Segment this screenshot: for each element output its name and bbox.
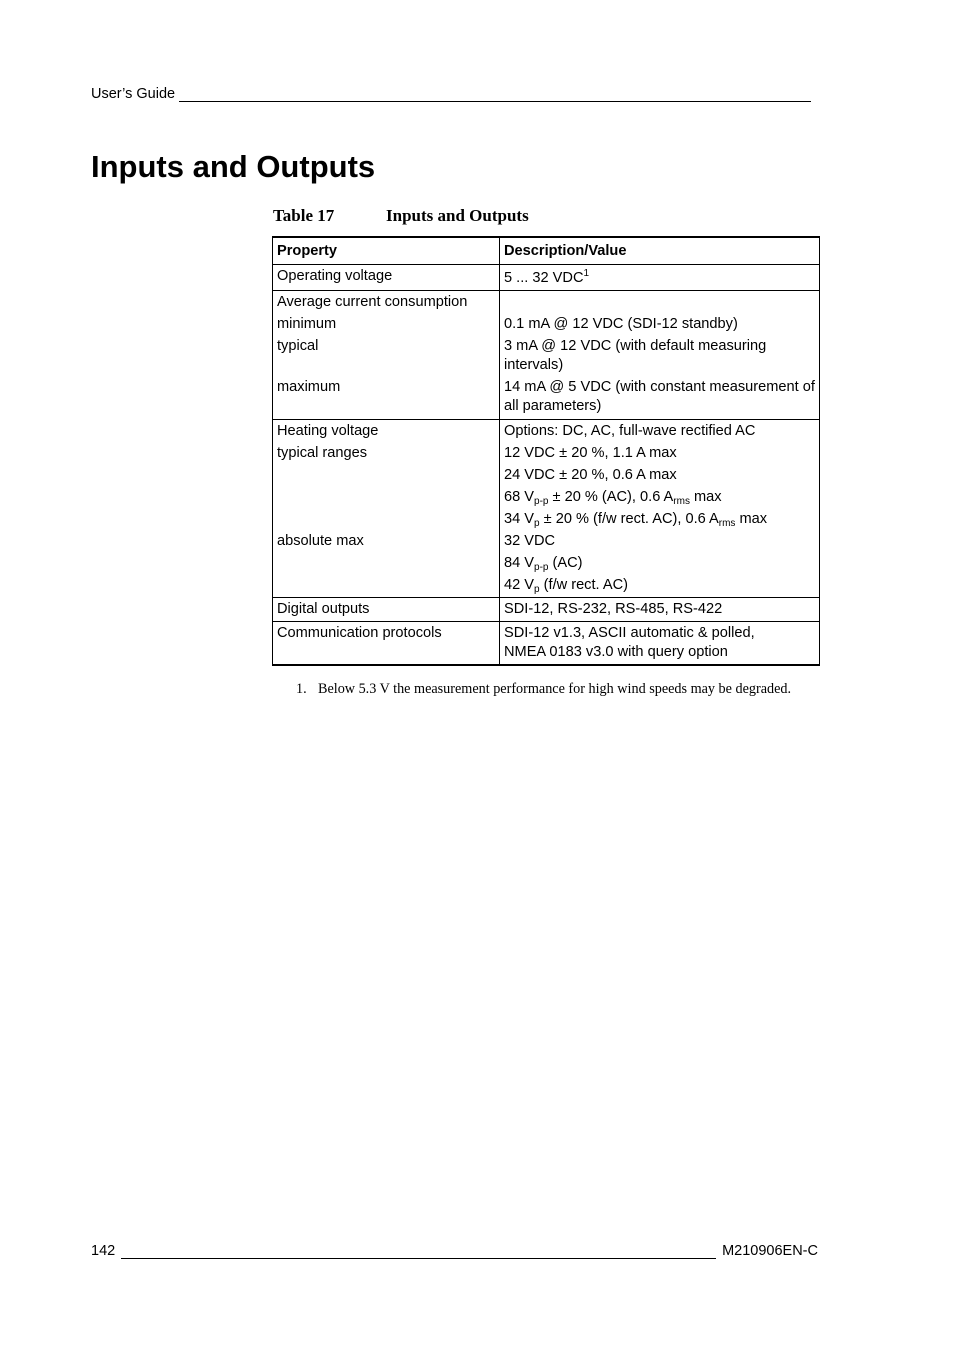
footer-rule [121,1245,716,1259]
current-typical-value: 3 mA @ 12 VDC (with default measuring intervals) [504,338,767,373]
heating-absolute-2 [504,554,815,573]
footnote-number: 1. [296,681,307,697]
cell-value [500,622,820,666]
running-footer [91,1243,818,1259]
current-maximum-label: maximum [277,379,341,395]
text: 42 V [504,577,535,593]
cell-property [273,291,500,420]
subscript: p [534,584,540,595]
table-row-heating-voltage [273,420,820,598]
spacer [277,356,495,375]
table-row-current-consumption [273,291,820,420]
cell-property [273,420,500,598]
text: max [689,489,722,505]
cell-property [273,265,500,291]
text: 68 V [504,489,535,505]
footnote-text: Below 5.3 V the measurement performance for high wind speeds may be degraded. [318,681,792,697]
operating-voltage-label: Operating voltage [277,268,393,284]
subscript: p-p [534,562,549,573]
inputs-outputs-table [272,236,820,666]
current-heading: Average current consumption [277,294,468,310]
table-footnote [296,679,806,699]
column-header-description: Description/Value [500,237,820,265]
spacer [277,466,495,485]
footnote-reference: 1 [583,268,590,279]
text: 84 V [504,555,535,571]
section-title: Inputs and Outputs [91,149,376,184]
operating-voltage-value: 5 ... 32 VDC [504,270,584,286]
table-row-operating-voltage [273,265,820,291]
heating-typical-label: typical ranges [277,445,368,461]
subscript: rms [673,496,690,507]
current-minimum-value: 0.1 mA @ 12 VDC (SDI-12 standby) [504,316,738,332]
table-row-digital-outputs [273,598,820,622]
text: ± 20 % (f/w rect. AC), 0.6 A [539,511,719,527]
heating-range-1: 12 VDC ± 20 %, 1.1 A max [504,445,677,461]
cell-value [500,420,820,598]
header-rule [179,88,811,102]
spacer [277,488,495,507]
heating-range-3 [504,488,815,507]
text: 34 V [504,511,535,527]
table-title: Inputs and Outputs [386,206,529,225]
cell-property: Digital outputs [273,598,500,622]
running-header [91,86,811,102]
cell-value: SDI-12, RS-232, RS-485, RS-422 [500,598,820,622]
subscript: rms [718,518,736,529]
heating-range-4 [504,510,815,529]
text: max [735,511,768,527]
protocols-line-2: NMEA 0183 v3.0 with query option [504,644,728,660]
current-maximum-value: 14 mA @ 5 VDC (with constant measurement of all parameters) [504,379,815,414]
cell-property: Communication protocols [273,622,500,666]
current-minimum-label: minimum [277,316,337,332]
subscript: p [534,518,540,529]
heating-range-2: 24 VDC ± 20 %, 0.6 A max [504,467,677,483]
heating-options: Options: DC, AC, full-wave rectified AC [504,423,756,439]
spacer [277,510,495,529]
current-typical-label: typical [277,338,319,354]
table-number: Table 17 [273,206,335,225]
table-header-row [273,237,820,265]
heating-heading: Heating voltage [277,423,379,439]
heating-absolute-3 [504,576,815,595]
table-caption [273,206,529,226]
subscript: p-p [534,496,549,507]
document-code: M210906EN-C [722,1243,818,1259]
text: ± 20 % (AC), 0.6 A [548,489,674,505]
protocols-line-1: SDI-12 v1.3, ASCII automatic & polled, [504,625,755,641]
table-row-communication-protocols [273,622,820,666]
heating-absolute-1: 32 VDC [504,533,556,549]
cell-value [500,291,820,420]
spacer [504,293,815,312]
cell-value [500,265,820,291]
text: (AC) [548,555,583,571]
page-number: 142 [91,1243,116,1259]
guide-label: User’s Guide [91,86,176,102]
column-header-property: Property [273,237,500,265]
heating-absolute-label: absolute max [277,533,364,549]
text: (f/w rect. AC) [539,577,628,593]
